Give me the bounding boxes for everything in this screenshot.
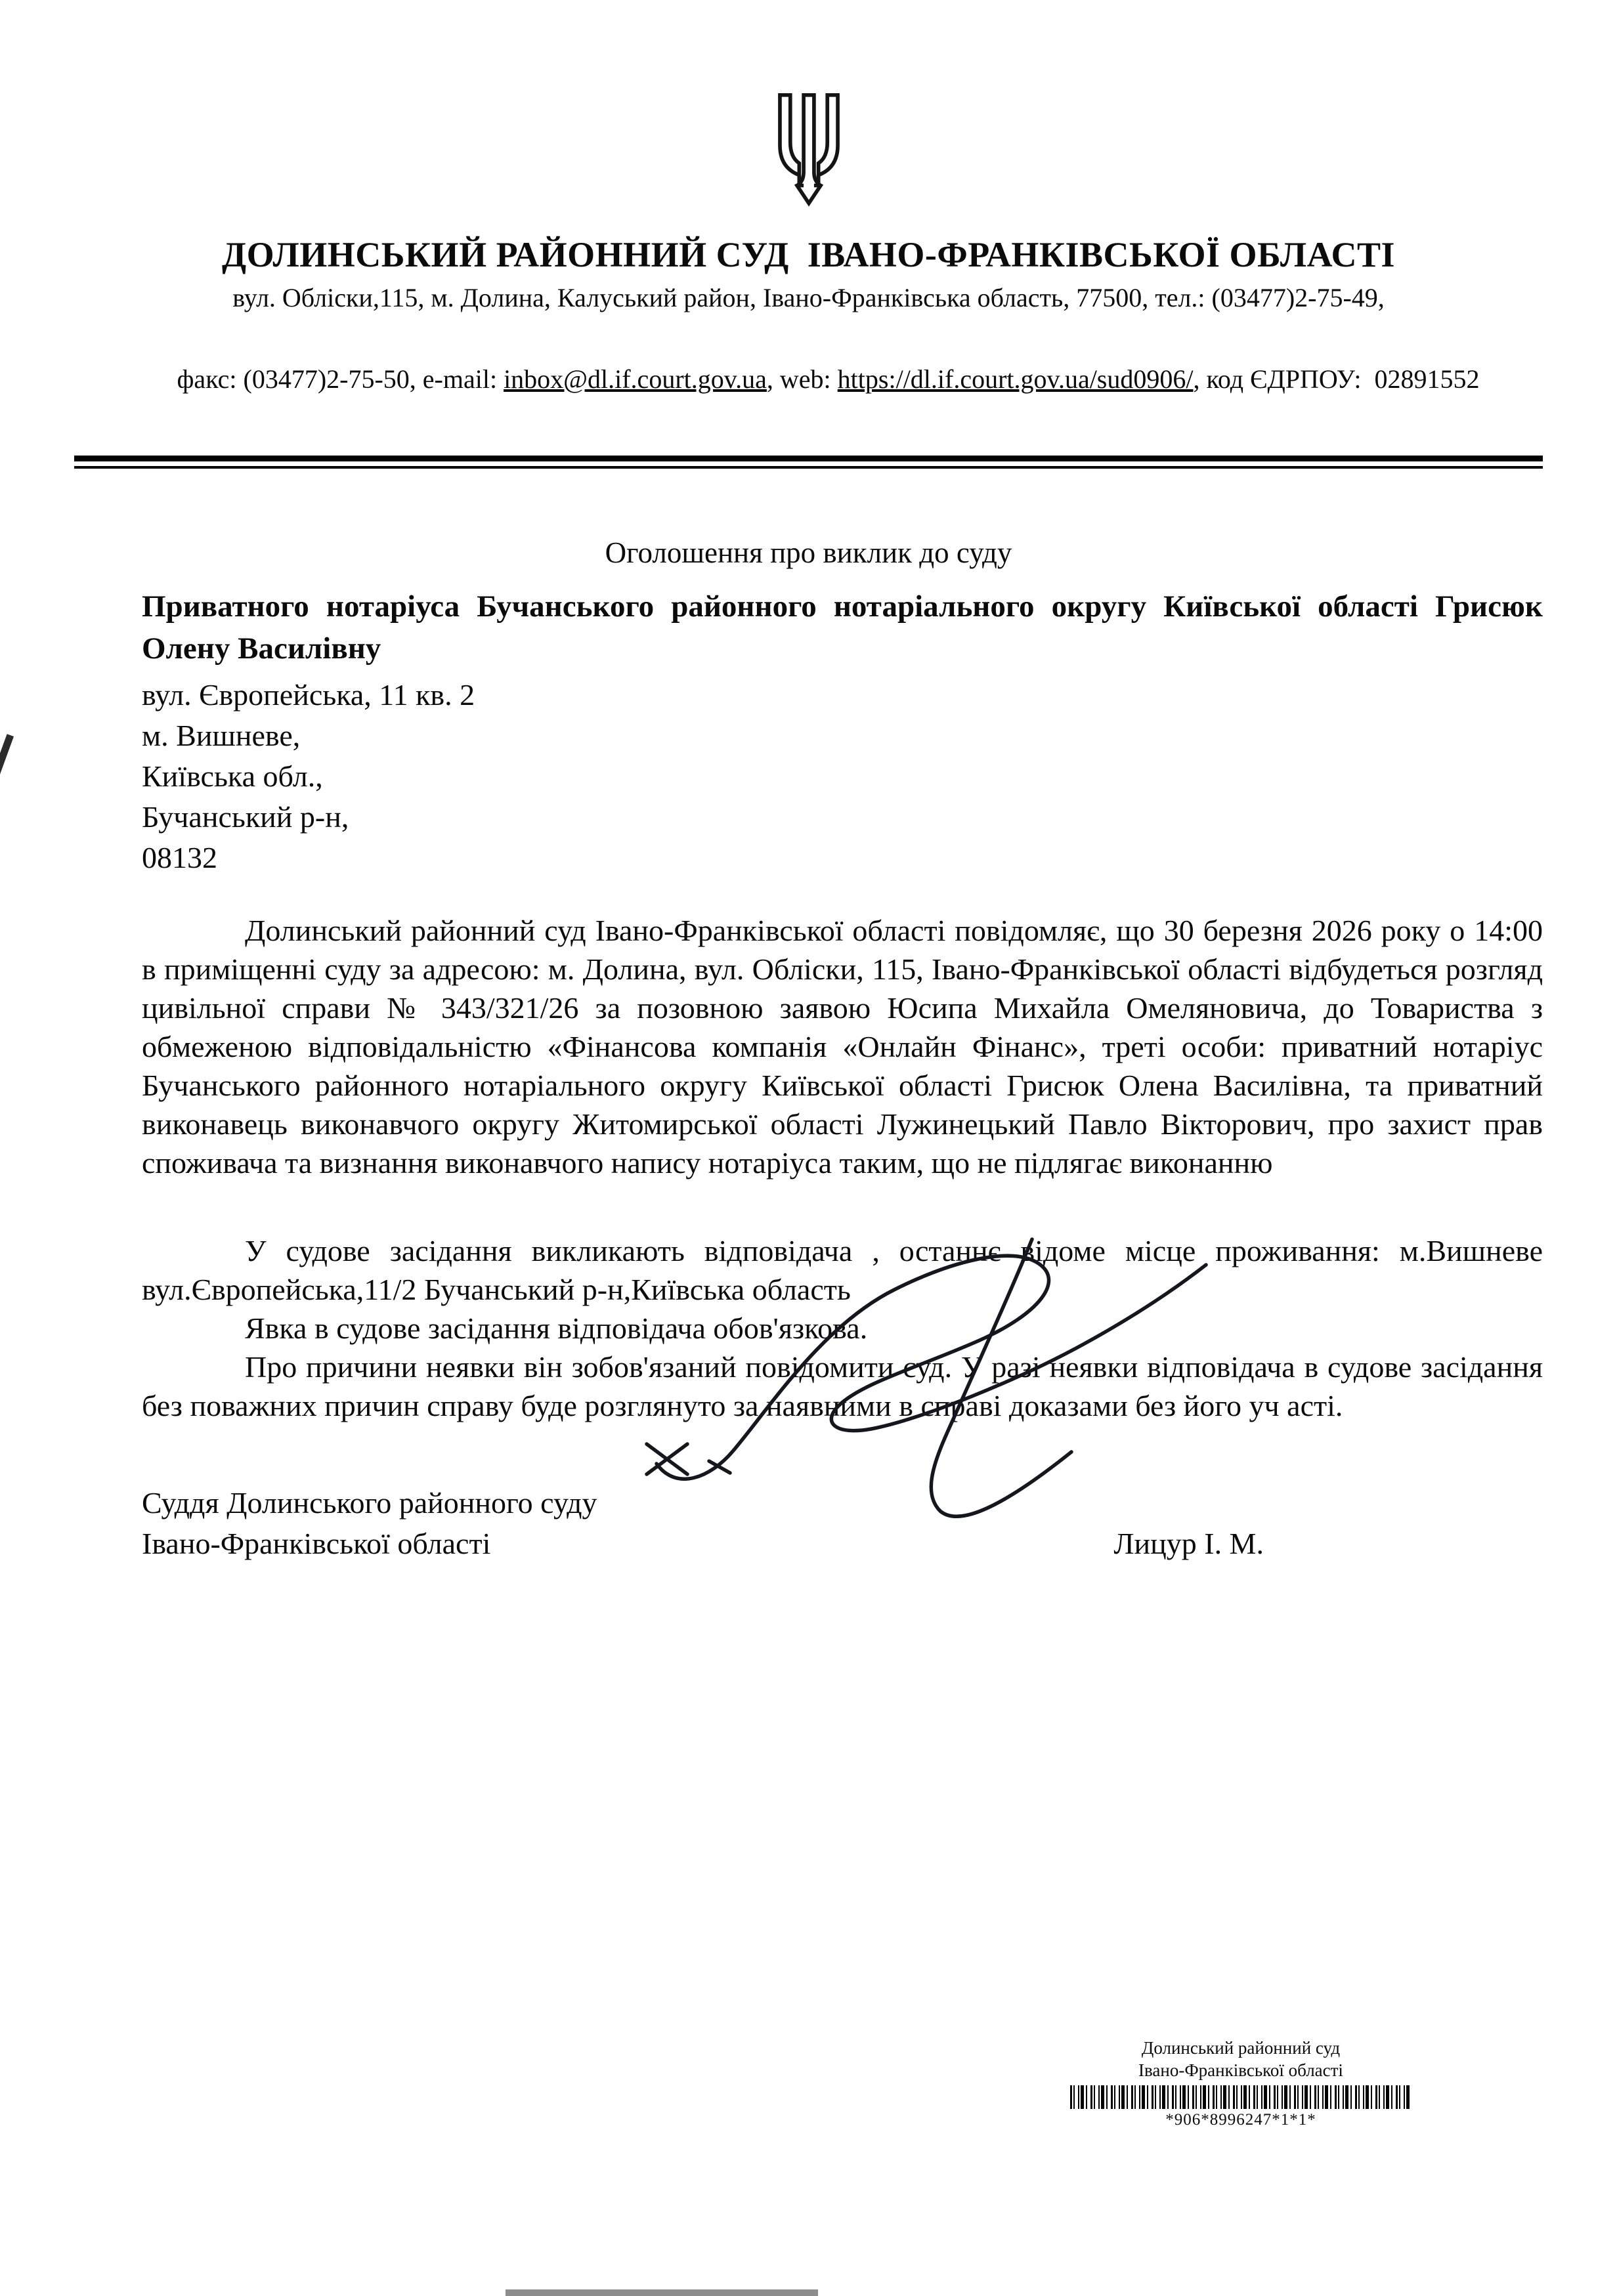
paragraph-absence-consequences: Про причини неявки він зобов'язаний повідомити суд. У разі неявки відповідача в судове засідання без поважних причин справу буде розглянуто за наявними в справі доказами без його уч асті. xyxy=(142,1350,1543,1422)
web-label: , web: xyxy=(766,364,838,394)
ukraine-trident-emblem xyxy=(767,91,851,217)
paragraph-case-details: Долинський районний суд Івано-Франківської області повідомляє, що 30 березня 2026 року о 14:00 в приміщенні суду за адресою: м. Долина, вул. Обліски, 115, Івано-Франківської області відбудеться розгляд цивільної справи № 343/321/26 за позовною заявою Юсипа Михайла Омеляновича, до Товариства з обмеженою відповідальністю «Фінансова компанія «Онлайн Фінанс», треті особи: приватний нотаріус Бучанського районного нотаріального округу Київської області Грисюк Олена Василівна, та приватний виконавець виконавчого округу Житомирської області Лужинецький Павло Вікторович, про захист прав споживача та визнання виконавчого напису нотаріуса таким, що не підлягає виконанню xyxy=(142,914,1543,1180)
footer-court-line2: Івано-Франківської області xyxy=(1138,2060,1343,2080)
scan-artifact-edge-mark xyxy=(0,734,14,780)
registry-footer xyxy=(1064,2037,1418,2130)
addressee-region: Київська обл., xyxy=(142,759,323,793)
notice-title: Оголошення про виклик до суду xyxy=(605,536,1012,569)
footer-court-line1: Долинський районний суд xyxy=(1141,2038,1341,2058)
header-divider xyxy=(74,456,1543,469)
paragraph-attendance: Явка в судове засідання відповідача обов'язкова. xyxy=(245,1311,868,1345)
divider-thick-line xyxy=(74,456,1543,461)
addressee-postcode: 08132 xyxy=(142,841,217,874)
judge-name: Лицур І. М. xyxy=(1113,1527,1264,1560)
barcode-number: *906*8996247*1*1* xyxy=(1165,2111,1316,2129)
addressee-district: Бучанський р-н, xyxy=(142,800,349,834)
fax-label: факс: (03477)2-75-50, e-mail: xyxy=(177,364,504,394)
judge-title-line1: Суддя Долинського районного суду xyxy=(142,1486,597,1520)
scan-artifact-bottom-strip xyxy=(506,2289,818,2296)
court-name: ДОЛИНСЬКИЙ РАЙОННИЙ СУД ІВАНО-ФРАНКІВСЬКОЇ ОБЛАСТІ xyxy=(222,235,1395,274)
addressee-address-block xyxy=(142,675,1543,878)
court-contacts-line xyxy=(74,320,1543,438)
notice-body xyxy=(142,585,1543,1564)
document-barcode xyxy=(1070,2085,1412,2109)
document-header xyxy=(74,91,1543,469)
addressee-city: м. Вишневе, xyxy=(142,719,301,752)
judge-title xyxy=(142,1483,597,1564)
paragraph-summons: У судове засідання викликають відповідача , останнє відоме місце проживання: м.Вишневе вул.Європейська,11/2 Бучанський р-н,Київська область xyxy=(142,1234,1543,1306)
addressee-street: вул. Європейська, 11 кв. 2 xyxy=(142,678,475,712)
court-address-line: вул. Обліски,115, м. Долина, Калуський район, Івано-Франківська область, 77500, тел.: (03477)2-75-49, xyxy=(232,283,1385,312)
website-link[interactable]: https://dl.if.court.gov.ua/sud0906/ xyxy=(837,364,1194,394)
edrpou-code: , код ЄДРПОУ: 02891552 xyxy=(1193,364,1480,394)
email-link[interactable]: inbox@dl.if.court.gov.ua xyxy=(504,364,767,394)
judge-signature-block xyxy=(142,1483,1543,1564)
judge-title-line2: Івано-Франківської області xyxy=(142,1527,491,1560)
addressee-name: Приватного нотаріуса Бучанського районного нотаріального округу Київської області Грисюк Олену Василівну xyxy=(142,589,1543,666)
divider-thin-line xyxy=(74,466,1543,469)
